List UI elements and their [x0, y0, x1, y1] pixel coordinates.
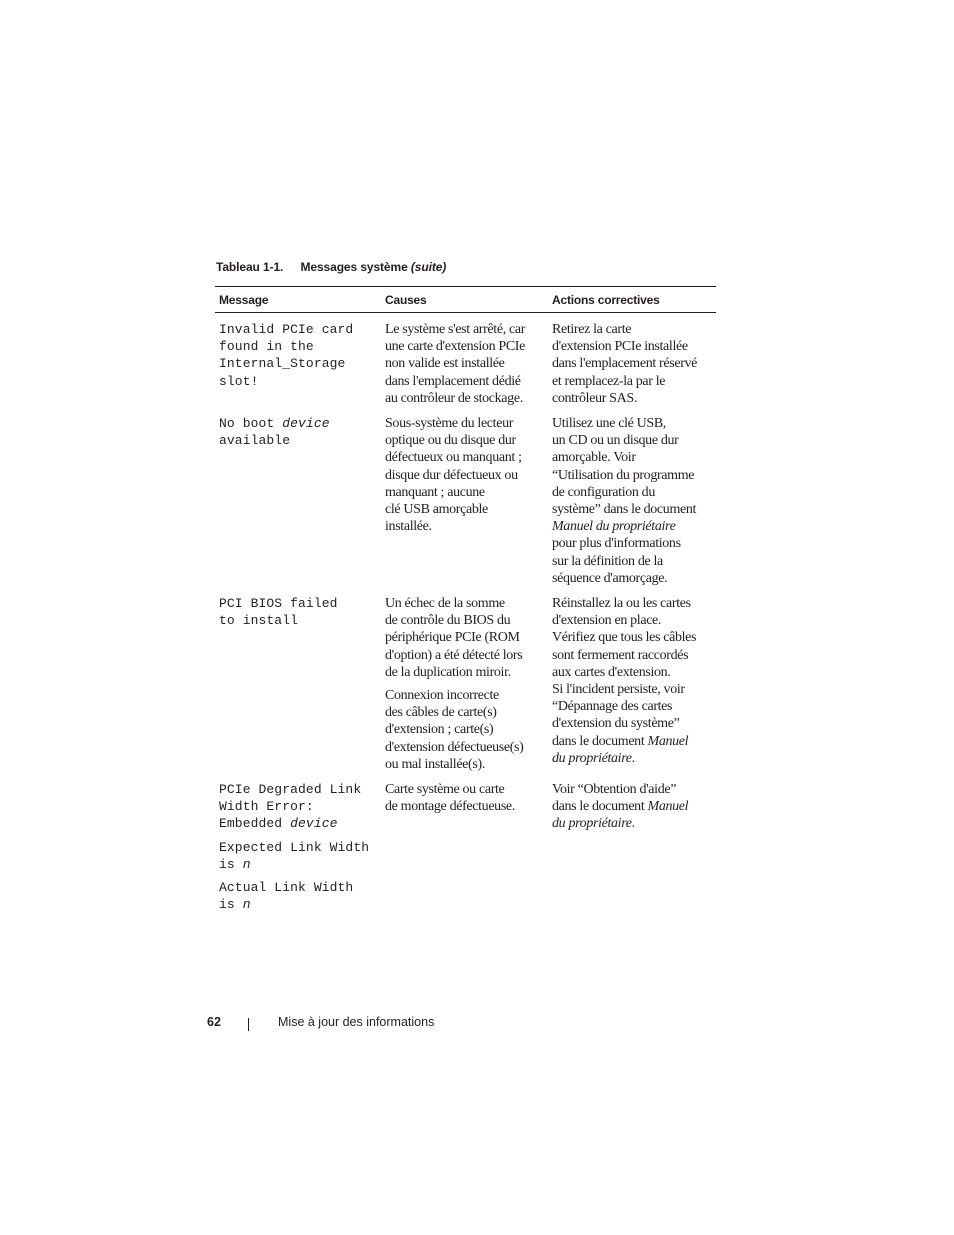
text-line: “Utilisation du programme: [552, 467, 695, 483]
text-line: dans l'emplacement dédié: [385, 373, 521, 389]
text-line: Connexion incorrecte: [385, 688, 499, 704]
text-line: de montage défectueuse.: [385, 799, 515, 815]
text-line: is n: [219, 856, 251, 872]
text-line: Un échec de la somme: [385, 596, 505, 612]
text-line: PCIe Degraded Link: [219, 782, 362, 798]
table-row: [215, 595, 716, 773]
text-line: dans l'emplacement réservé: [552, 356, 698, 372]
text-line: dans le document Manuel: [552, 733, 689, 749]
cell-paragraph: [385, 687, 548, 773]
cell-causes: [381, 595, 548, 773]
system-messages-table: [215, 286, 716, 914]
text-line: manquant ; aucune: [385, 484, 485, 500]
text-line: sur la définition de la: [552, 553, 663, 569]
text-line: “Dépannage des cartes: [552, 699, 673, 715]
cell-paragraph: [552, 321, 716, 407]
cell-paragraph: [219, 781, 381, 833]
cell-causes: [381, 415, 548, 535]
cell-paragraph: [552, 595, 716, 767]
table-row: [215, 415, 716, 587]
cell-paragraph: [552, 781, 716, 833]
text-line: Embedded device: [219, 816, 338, 832]
text-line: Voir “Obtention d'aide”: [552, 782, 677, 798]
text-line: périphérique PCIe (ROM: [385, 630, 520, 646]
table-number: Tableau 1-1.: [216, 260, 284, 274]
text-line: disque dur défectueux ou: [385, 467, 518, 483]
text-line: Utilisez une clé USB,: [552, 416, 666, 432]
cell-actions: [548, 595, 716, 767]
table-body: [215, 321, 716, 914]
text-line: une carte d'extension PCIe: [385, 339, 525, 355]
text-line: du propriétaire.: [552, 750, 635, 766]
cell-paragraph: [385, 595, 548, 681]
text-line: amorçable. Voir: [552, 450, 636, 466]
text-line: to install: [219, 613, 299, 629]
table-row: [215, 321, 716, 407]
text-line: dans le document Manuel: [552, 799, 689, 815]
text-line: found in the: [219, 339, 314, 355]
cell-message: [215, 321, 381, 390]
text-line: Expected Link Width: [219, 839, 370, 855]
text-line: du propriétaire.: [552, 816, 635, 832]
text-line: ou mal installée(s).: [385, 756, 485, 772]
cell-paragraph: [219, 839, 381, 873]
cell-paragraph: [552, 415, 716, 587]
text-line: clé USB amorçable: [385, 502, 488, 518]
cell-message: [215, 781, 381, 913]
text-line: No boot device: [219, 416, 330, 432]
page-number: 62: [207, 1015, 221, 1029]
footer-separator: [248, 1018, 249, 1031]
cell-paragraph: [219, 415, 381, 449]
text-line: d'option) a été détecté lors: [385, 647, 523, 663]
text-line: sont fermement raccordés: [552, 647, 689, 663]
cell-message: [215, 595, 381, 629]
text-line: d'extension ; carte(s): [385, 722, 494, 738]
text-line: de configuration du: [552, 484, 655, 500]
table-title: Messages système: [300, 260, 408, 274]
text-line: Sous-système du lecteur: [385, 416, 514, 432]
text-line: Width Error:: [219, 799, 314, 815]
text-line: défectueux ou manquant ;: [385, 450, 522, 466]
footer-section-title: Mise à jour des informations: [278, 1015, 435, 1029]
text-line: de la duplication miroir.: [385, 664, 511, 680]
text-line: pour plus d'informations: [552, 536, 681, 552]
header-message: Message: [219, 292, 269, 307]
text-line: Invalid PCIe card: [219, 322, 354, 337]
cell-actions: [548, 415, 716, 587]
text-line: et remplacez-la par le: [552, 373, 666, 389]
text-line: PCI BIOS failed: [219, 596, 338, 612]
text-line: d'extension du système”: [552, 716, 680, 732]
text-line: aux cartes d'extension.: [552, 664, 671, 680]
table-row: [215, 781, 716, 913]
text-line: d'extension en place.: [552, 613, 662, 629]
table-caption: [216, 260, 446, 274]
text-line: d'extension défectueuse(s): [385, 739, 524, 755]
cell-causes: [381, 321, 548, 407]
cell-paragraph: [385, 415, 548, 535]
text-line: Internal_Storage: [219, 356, 346, 372]
table-title-suffix: (suite): [410, 260, 447, 274]
text-line: contrôleur SAS.: [552, 390, 637, 406]
text-line: système” dans le document: [552, 502, 697, 518]
cell-causes: [381, 781, 548, 815]
text-line: non valide est installée: [385, 356, 505, 372]
text-line: Si l'incident persiste, voir: [552, 682, 685, 698]
cell-paragraph: [219, 321, 381, 390]
text-line: installée.: [385, 519, 432, 535]
text-line: available: [219, 433, 291, 449]
cell-actions: [548, 781, 716, 833]
cell-paragraph: [385, 321, 548, 407]
cell-paragraph: [219, 595, 381, 629]
text-line: Retirez la carte: [552, 322, 632, 337]
text-line: des câbles de carte(s): [385, 705, 497, 721]
text-line: Le système s'est arrêté, car: [385, 322, 526, 337]
text-line: au contrôleur de stockage.: [385, 390, 523, 406]
table-header: [215, 287, 716, 313]
text-line: Manuel du propriétaire: [552, 519, 676, 535]
text-line: Carte système ou carte: [385, 782, 505, 798]
text-line: de contrôle du BIOS du: [385, 613, 511, 629]
text-line: slot!: [219, 373, 259, 389]
cell-paragraph: [385, 781, 548, 815]
cell-paragraph: [219, 879, 381, 913]
text-line: un CD ou un disque dur: [552, 433, 679, 449]
cell-actions: [548, 321, 716, 407]
text-line: d'extension PCIe installée: [552, 339, 688, 355]
text-line: Vérifiez que tous les câbles: [552, 630, 697, 646]
text-line: Actual Link Width: [219, 880, 354, 896]
text-line: Réinstallez la ou les cartes: [552, 596, 691, 612]
text-line: optique ou du disque dur: [385, 433, 516, 449]
header-actions: Actions correctives: [552, 292, 660, 307]
text-line: is n: [219, 897, 251, 913]
text-line: séquence d'amorçage.: [552, 570, 668, 586]
header-causes: Causes: [385, 292, 427, 307]
cell-message: [215, 415, 381, 449]
